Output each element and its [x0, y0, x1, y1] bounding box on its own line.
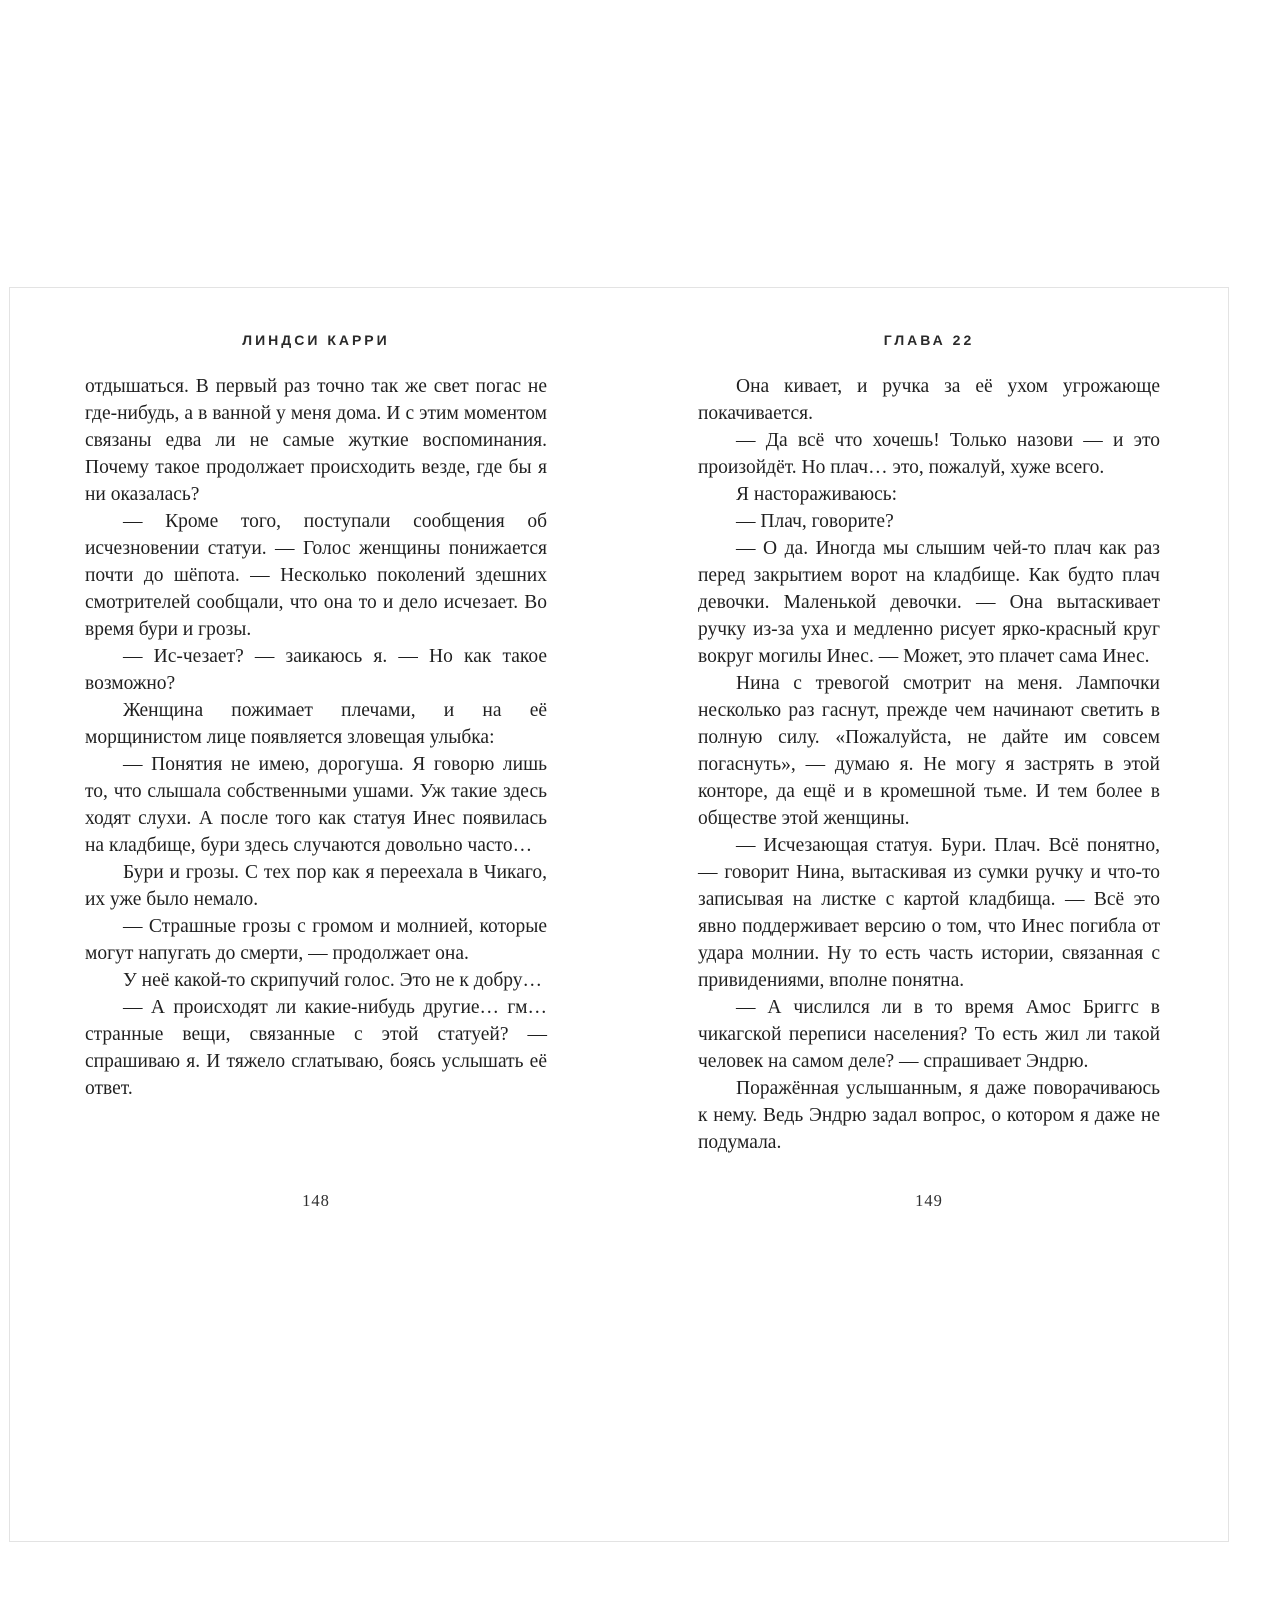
- paragraph: — А происходят ли какие-нибудь другие… гм… странные вещи, связанные с этой статуей? — спрашиваю я. И тяжело сглатываю, боясь услышать её ответ.: [85, 997, 547, 1099]
- paragraph: — Да всё что хочешь! Только назови — и это произойдёт. Но плач… это, пожалуй, хуже всего.: [698, 430, 1160, 478]
- paragraph: — О да. Иногда мы слышим чей-то плач как раз перед закрытием ворот на кладбище. Как будто плач девочки. Маленькой девочки. — Она вытаскивает ручку из-за уха и медленно рисует ярко-красный круг вокруг могилы Инес. — Может, это плачет сама Инес.: [698, 538, 1160, 667]
- paragraph: — Исчезающая статуя. Бури. Плач. Всё понятно, — говорит Нина, вытаскивая из сумки ручку и что-то записывая на листке с картой кладбища. — Всё это явно поддерживает версию о том, что Инес погибла от удара молнии. Ну то есть часть истории, связанная с привидениями, вполне понятна.: [698, 835, 1160, 991]
- page-number-left: 148: [302, 1191, 330, 1210]
- paragraph: — Ис-чезает? — заикаюсь я. — Но как такое возможно?: [85, 646, 547, 694]
- paragraph: Поражённая услышанным, я даже поворачиваюсь к нему. Ведь Эндрю задал вопрос, о котором я даже не подумала.: [698, 1078, 1160, 1153]
- paragraph: отдышаться. В первый раз точно так же свет погас не где-нибудь, а в ванной у меня дома. И с этим моментом связаны едва ли не самые жуткие воспоминания. Почему такое продолжает происходить везде, где бы я ни оказалась?: [85, 376, 547, 505]
- paragraph: Она кивает, и ручка за её ухом угрожающе покачивается.: [698, 376, 1160, 424]
- paragraph: Бури и грозы. С тех пор как я переехала в Чикаго, их уже было немало.: [85, 862, 547, 910]
- page-number-right: 149: [915, 1191, 943, 1210]
- paragraph: Нина с тревогой смотрит на меня. Лампочки несколько раз гаснут, прежде чем начинают светить в полную силу. «Пожалуйста, не дайте им совсем погаснуть», — думаю я. Не могу я застрять в этой конторе, да ещё и в кромешной тьме. И тем более в обществе этой женщины.: [698, 673, 1160, 829]
- page-right: [698, 288, 1160, 1541]
- paragraph: — А числился ли в то время Амос Бриггс в чикагской переписи населения? То есть жил ли такой человек на самом деле? — спрашивает Эндрю.: [698, 997, 1160, 1072]
- paragraph: — Плач, говорите?: [736, 511, 894, 532]
- page-text-left: [85, 373, 547, 1102]
- page-text-right: [698, 373, 1160, 1156]
- paragraph: — Кроме того, поступали сообщения об исчезновении статуи. — Голос женщины понижается почти до шёпота. — Несколько поколений здешних смотрителей сообщали, что она то и дело исчезает. Во время бури и грозы.: [85, 511, 547, 640]
- page-left: [85, 288, 547, 1541]
- paragraph: Я настораживаюсь:: [736, 484, 898, 505]
- paragraph: У неё какой-то скрипучий голос. Это не к добру…: [123, 970, 543, 991]
- running-header-author: ЛИНДСИ КАРРИ: [242, 332, 390, 348]
- paragraph: Женщина пожимает плечами, и на её морщинистом лице появляется зловещая улыбка:: [85, 700, 547, 748]
- paragraph: — Страшные грозы с громом и молнией, которые могут напугать до смерти, — продолжает она.: [85, 916, 547, 964]
- running-header-chapter: ГЛАВА 22: [883, 332, 975, 348]
- book-spread: [9, 287, 1229, 1542]
- paragraph: — Понятия не имею, дорогуша. Я говорю лишь то, что слышала собственными ушами. Уж такие здесь ходят слухи. А после того как статуя Инес появилась на кладбище, бури здесь случаются довольно часто…: [85, 754, 547, 856]
